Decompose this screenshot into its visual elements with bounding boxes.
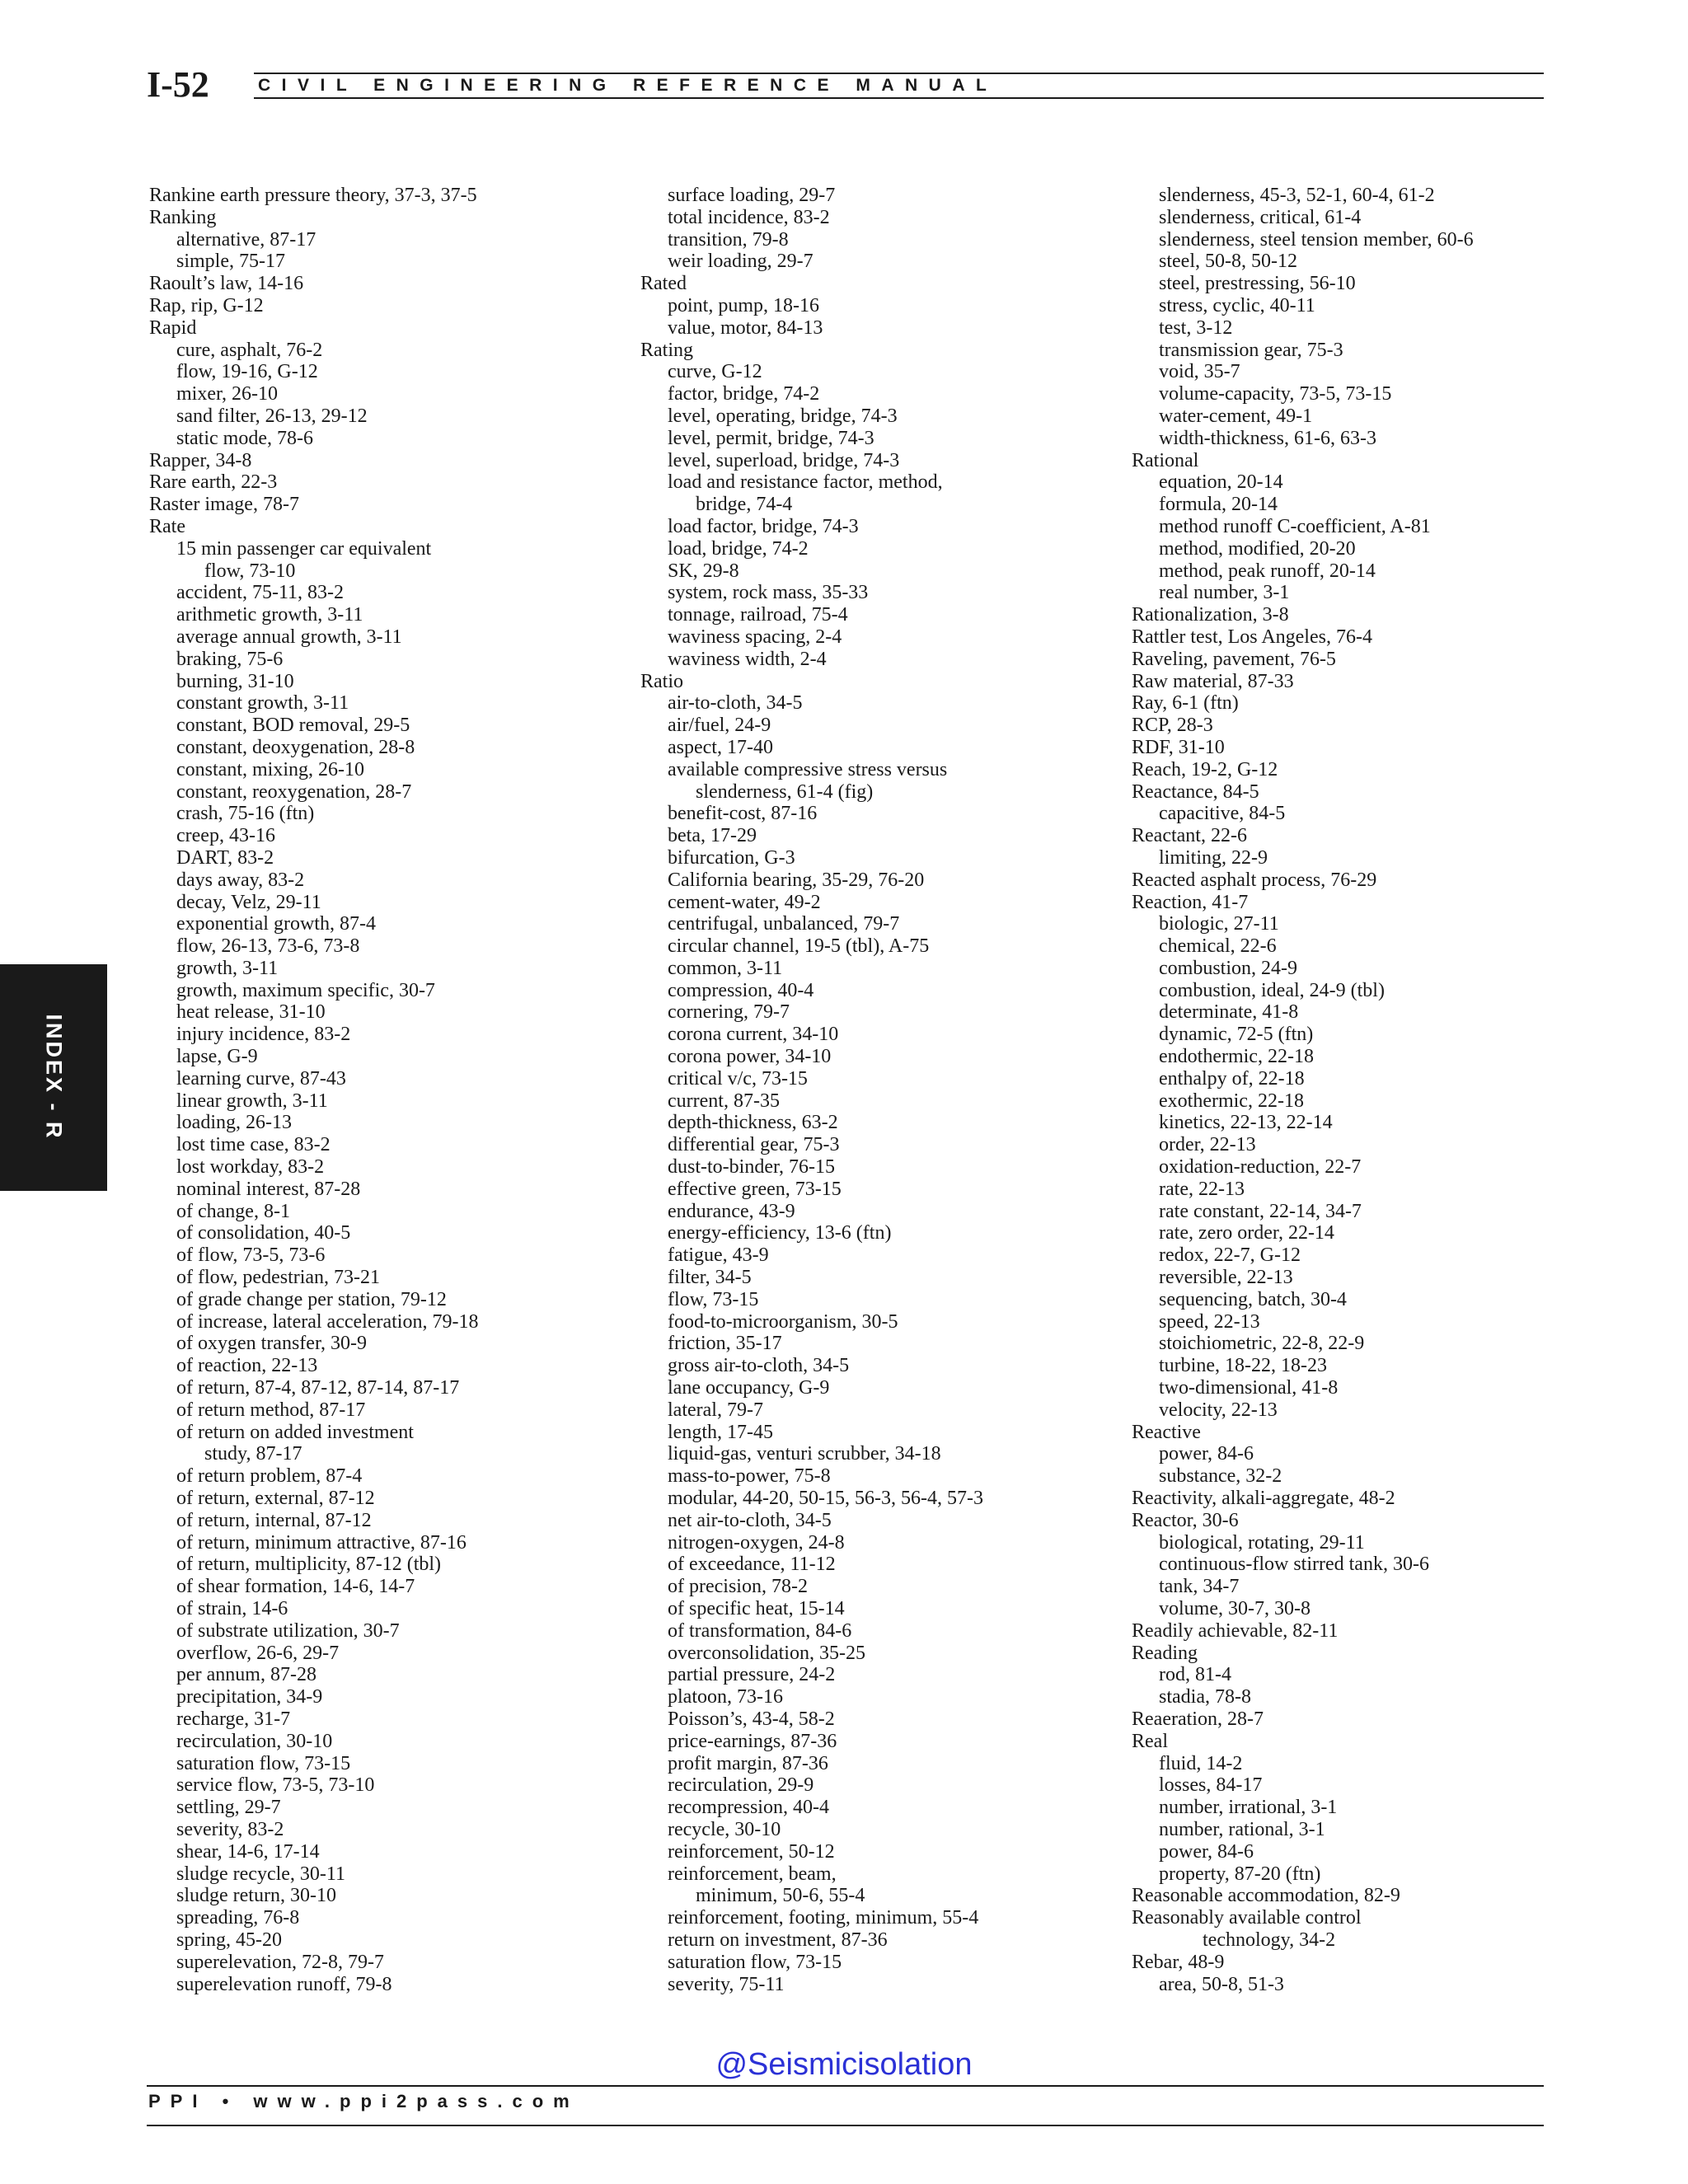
index-entry: property, 87-20 (ftn) [1159,1863,1321,1885]
index-entry: severity, 75-11 [668,1973,785,1995]
index-entry: formula, 20-14 [1159,494,1278,516]
index-entry: critical v/c, 73-15 [668,1067,808,1090]
index-entry: mass-to-power, 75-8 [668,1465,831,1488]
index-entry: of return, internal, 87-12 [176,1509,372,1531]
index-entry: of reaction, 22-13 [176,1355,318,1377]
index-entry: static mode, 78-6 [176,427,313,449]
index-entry: reversible, 22-13 [1159,1267,1293,1289]
index-entry: braking, 75-6 [176,648,284,670]
index-entry: system, rock mass, 35-33 [668,582,869,604]
index-entry: creep, 43-16 [176,825,275,847]
index-entry: Readily achievable, 82-11 [1132,1619,1339,1642]
index-entry: aspect, 17-40 [668,736,773,758]
index-entry: recirculation, 30-10 [176,1730,333,1752]
index-entry: of grade change per station, 79-12 [176,1288,447,1310]
index-entry: flow, 26-13, 73-6, 73-8 [176,935,360,958]
index-entry: Reactivity, alkali-aggregate, 48-2 [1132,1488,1395,1510]
index-entry: Rare earth, 22-3 [149,471,278,494]
index-entry: growth, 3-11 [176,957,279,979]
index-entry: order, 22-13 [1159,1134,1256,1156]
header-rule-bottom [254,97,1544,99]
index-entry: average annual growth, 3-11 [176,626,402,648]
index-entry: corona current, 34-10 [668,1024,839,1046]
index-entry: spreading, 76-8 [176,1907,300,1929]
index-entry: water-cement, 49-1 [1159,405,1313,427]
index-entry: redox, 22-7, G-12 [1159,1244,1301,1267]
index-entry: profit margin, 87-36 [668,1752,828,1774]
index-entry: rod, 81-4 [1159,1664,1231,1686]
index-entry: bifurcation, G-3 [668,846,795,869]
index-entry: of increase, lateral acceleration, 79-18 [176,1310,479,1333]
index-entry: sand filter, 26-13, 29-12 [176,405,368,427]
index-entry: 15 min passenger car equivalent [176,537,432,560]
index-entry: continuous-flow stirred tank, 30-6 [1159,1554,1429,1576]
index-entry: modular, 44-20, 50-15, 56-3, 56-4, 57-3 [668,1488,983,1510]
index-column-3 [1132,185,1593,1995]
page-header [147,64,1544,105]
index-entry: SK, 29-8 [668,560,739,582]
index-entry: Ratio [640,670,683,692]
index-entry: price-earnings, 87-36 [668,1730,837,1752]
index-entry: of specific heat, 15-14 [668,1598,845,1619]
index-entry: surface loading, 29-7 [668,185,836,206]
index-entry: constant, reoxygenation, 28-7 [176,780,412,803]
index-entry: current, 87-35 [668,1090,780,1112]
index-entry: Rated [640,273,687,295]
footer-text: PPI • www.ppi2pass.com [148,2091,579,2111]
index-entry: volume, 30-7, 30-8 [1159,1598,1311,1619]
index-entry: study, 87-17 [204,1443,302,1465]
index-entry: Rattler test, Los Angeles, 76-4 [1132,626,1372,648]
index-entry: waviness width, 2-4 [668,648,827,670]
index-entry: alternative, 87-17 [176,228,316,251]
index-entry: per annum, 87-28 [176,1664,316,1686]
index-entry: lateral, 79-7 [668,1399,763,1421]
index-entry: load factor, bridge, 74-3 [668,515,859,537]
index-entry: rate, zero order, 22-14 [1159,1222,1334,1244]
index-entry: superelevation runoff, 79-8 [176,1973,392,1995]
manual-title: CIVIL ENGINEERING REFERENCE MANUAL [258,76,998,95]
index-entry: friction, 35-17 [668,1333,782,1355]
index-entry: severity, 83-2 [176,1818,284,1840]
index-entry: reinforcement, footing, minimum, 55-4 [668,1907,979,1929]
index-entry: of strain, 14-6 [176,1598,288,1619]
index-entry: Rate [149,515,185,537]
index-entry: California bearing, 35-29, 76-20 [668,869,925,891]
index-side-tab [0,964,107,1191]
index-entry: compression, 40-4 [668,979,814,1001]
footer-rule-top [147,2085,1544,2087]
index-entry: constant, deoxygenation, 28-8 [176,736,415,758]
watermark: @Seismicisolation [715,2047,973,2082]
index-entry: differential gear, 75-3 [668,1134,840,1156]
index-entry: Real [1132,1730,1168,1752]
index-entry: Poisson’s, 43-4, 58-2 [668,1708,835,1730]
index-entry: Raster image, 78-7 [149,494,299,516]
index-entry: biologic, 27-11 [1159,913,1279,935]
index-entry: decay, Velz, 29-11 [176,891,321,913]
index-entry: of return method, 87-17 [176,1399,366,1421]
index-entry: dynamic, 72-5 (ftn) [1159,1024,1314,1046]
index-entry: flow, 19-16, G-12 [176,361,318,383]
index-entry: slenderness, 45-3, 52-1, 60-4, 61-2 [1159,185,1435,206]
index-entry: growth, maximum specific, 30-7 [176,979,435,1001]
index-entry: Reaction, 41-7 [1132,891,1249,913]
index-entry: point, pump, 18-16 [668,294,819,316]
index-entry: number, irrational, 3-1 [1159,1797,1338,1819]
index-entry: flow, 73-15 [668,1288,759,1310]
index-entry: Rapper, 34-8 [149,449,252,471]
index-entry: RCP, 28-3 [1132,715,1213,737]
index-entry: of flow, 73-5, 73-6 [176,1244,326,1267]
index-entry: method, modified, 20-20 [1159,537,1356,560]
index-entry: reinforcement, 50-12 [668,1840,835,1863]
index-entry: substance, 32-2 [1159,1465,1282,1488]
index-entry: of return, external, 87-12 [176,1488,375,1510]
index-entry: overconsolidation, 35-25 [668,1642,865,1664]
index-entry: tonnage, railroad, 75-4 [668,604,848,626]
index-entry: depth-thickness, 63-2 [668,1112,838,1134]
index-entry: load, bridge, 74-2 [668,537,809,560]
index-entry: Raveling, pavement, 76-5 [1132,648,1336,670]
index-entry: recirculation, 29-9 [668,1774,814,1797]
index-entry: level, superload, bridge, 74-3 [668,449,900,471]
index-entry: net air-to-cloth, 34-5 [668,1509,832,1531]
index-entry: turbine, 18-22, 18-23 [1159,1355,1327,1377]
index-entry: linear growth, 3-11 [176,1090,328,1112]
index-entry: DART, 83-2 [176,846,274,869]
index-entry: power, 84-6 [1159,1443,1254,1465]
index-entry: sludge return, 30-10 [176,1885,336,1907]
index-entry: exponential growth, 87-4 [176,913,376,935]
index-entry: equation, 20-14 [1159,471,1283,494]
index-entry: crash, 75-16 (ftn) [176,803,315,825]
index-entry: method runoff C-coefficient, A-81 [1159,515,1431,537]
index-entry: losses, 84-17 [1159,1774,1263,1797]
index-entry: food-to-microorganism, 30-5 [668,1310,898,1333]
index-entry: of shear formation, 14-6, 14-7 [176,1576,415,1598]
index-entry: Reasonably available control [1132,1907,1362,1929]
index-entry: available compressive stress versus [668,758,948,780]
index-entry: two-dimensional, 41-8 [1159,1377,1339,1399]
index-entry: real number, 3-1 [1159,582,1290,604]
index-column-1 [149,185,611,1995]
index-entry: level, permit, bridge, 74-3 [668,427,874,449]
index-entry: spring, 45-20 [176,1929,282,1951]
index-entry: bridge, 74-4 [696,494,793,516]
side-tab-label: INDEX - R [41,1014,67,1141]
index-entry: common, 3-11 [668,957,783,979]
index-entry: length, 17-45 [668,1421,773,1443]
index-entry: Reacted asphalt process, 76-29 [1132,869,1377,891]
index-entry: liquid-gas, venturi scrubber, 34-18 [668,1443,941,1465]
index-entry: of substrate utilization, 30-7 [176,1619,400,1642]
index-entry: rate, 22-13 [1159,1178,1245,1200]
index-entry: steel, prestressing, 56-10 [1159,273,1356,295]
index-entry: biological, rotating, 29-11 [1159,1531,1365,1554]
index-entry: reinforcement, beam, [668,1863,837,1885]
index-entry: overflow, 26-6, 29-7 [176,1642,340,1664]
index-entry: gross air-to-cloth, 34-5 [668,1355,850,1377]
index-entry: mixer, 26-10 [176,383,279,405]
index-entry: weir loading, 29-7 [668,251,814,273]
index-entry: oxidation-reduction, 22-7 [1159,1156,1362,1179]
index-entry: Rankine earth pressure theory, 37-3, 37-5 [149,185,477,206]
index-entry: of change, 8-1 [176,1200,290,1222]
index-entry: chemical, 22-6 [1159,935,1277,958]
index-entry: speed, 22-13 [1159,1310,1260,1333]
index-entry: nitrogen-oxygen, 24-8 [668,1531,845,1554]
index-entry: exothermic, 22-18 [1159,1090,1304,1112]
index-entry: partial pressure, 24-2 [668,1664,836,1686]
index-entry: kinetics, 22-13, 22-14 [1159,1112,1333,1134]
index-entry: recompression, 40-4 [668,1797,829,1819]
index-entry: of precision, 78-2 [668,1576,808,1598]
index-entry: Reach, 19-2, G-12 [1132,758,1278,780]
index-entry: value, motor, 84-13 [668,316,823,339]
index-entry: saturation flow, 73-15 [668,1951,842,1973]
index-entry: lost time case, 83-2 [176,1134,331,1156]
index-entry: load and resistance factor, method, [668,471,943,494]
index-entry: centrifugal, unbalanced, 79-7 [668,913,900,935]
index-entry: Reactor, 30-6 [1132,1509,1239,1531]
index-entry: minimum, 50-6, 55-4 [696,1885,865,1907]
index-entry: Rebar, 48-9 [1132,1951,1225,1973]
index-entry: shear, 14-6, 17-14 [176,1840,320,1863]
index-entry: constant growth, 3-11 [176,692,349,715]
index-entry: saturation flow, 73-15 [176,1752,351,1774]
index-entry: endothermic, 22-18 [1159,1046,1314,1068]
index-entry: Ranking [149,206,217,228]
index-entry: of return, minimum attractive, 87-16 [176,1531,467,1554]
index-entry: constant, BOD removal, 29-5 [176,715,410,737]
index-entry: Reactive [1132,1421,1201,1443]
index-entry: corona power, 34-10 [668,1046,832,1068]
index-entry: factor, bridge, 74-2 [668,383,820,405]
index-entry: slenderness, critical, 61-4 [1159,206,1362,228]
index-entry: Ray, 6-1 (ftn) [1132,692,1239,715]
index-entry: slenderness, steel tension member, 60-6 [1159,228,1474,251]
index-entry: Rapid [149,316,197,339]
index-entry: lost workday, 83-2 [176,1156,325,1179]
index-entry: beta, 17-29 [668,825,757,847]
index-entry: width-thickness, 61-6, 63-3 [1159,427,1376,449]
index-entry: days away, 83-2 [176,869,305,891]
index-entry: area, 50-8, 51-3 [1159,1973,1284,1995]
index-entry: slenderness, 61-4 (fig) [696,780,874,803]
index-entry: combustion, 24-9 [1159,957,1297,979]
index-entry: volume-capacity, 73-5, 73-15 [1159,383,1392,405]
index-entry: steel, 50-8, 50-12 [1159,251,1297,273]
index-entry: technology, 34-2 [1203,1929,1336,1951]
index-entry: transition, 79-8 [668,228,789,251]
index-entry: total incidence, 83-2 [668,206,830,228]
index-entry: Rationalization, 3-8 [1132,604,1289,626]
index-entry: fatigue, 43-9 [668,1244,769,1267]
index-entry: Reactance, 84-5 [1132,780,1259,803]
index-entry: of return, 87-4, 87-12, 87-14, 87-17 [176,1377,460,1399]
index-entry: Rating [640,339,693,361]
index-entry: nominal interest, 87-28 [176,1178,361,1200]
index-entry: Raoult’s law, 14-16 [149,273,304,295]
index-entry: return on investment, 87-36 [668,1929,888,1951]
index-entry: enthalpy of, 22-18 [1159,1067,1305,1090]
index-entry: benefit-cost, 87-16 [668,803,818,825]
index-entry: flow, 73-10 [204,560,296,582]
index-entry: of oxygen transfer, 30-9 [176,1333,367,1355]
index-entry: Reading [1132,1642,1198,1664]
index-entry: sludge recycle, 30-11 [176,1863,346,1885]
index-entry: transmission gear, 75-3 [1159,339,1343,361]
index-entry: air/fuel, 24-9 [668,715,771,737]
index-entry: combustion, ideal, 24-9 (tbl) [1159,979,1385,1001]
index-entry: cure, asphalt, 76-2 [176,339,323,361]
index-entry: fluid, 14-2 [1159,1752,1243,1774]
index-entry: velocity, 22-13 [1159,1399,1278,1421]
index-entry: endurance, 43-9 [668,1200,795,1222]
index-entry: RDF, 31-10 [1132,736,1225,758]
index-entry: Raw material, 87-33 [1132,670,1294,692]
index-entry: Rap, rip, G-12 [149,294,264,316]
index-entry: sequencing, batch, 30-4 [1159,1288,1347,1310]
index-entry: test, 3-12 [1159,316,1233,339]
index-entry: simple, 75-17 [176,251,285,273]
index-entry: Reaeration, 28-7 [1132,1708,1264,1730]
index-entry: precipitation, 34-9 [176,1686,323,1708]
index-entry: air-to-cloth, 34-5 [668,692,803,715]
index-entry: stoichiometric, 22-8, 22-9 [1159,1333,1365,1355]
page-number: I-52 [147,64,209,105]
index-entry: of exceedance, 11-12 [668,1554,836,1576]
index-entry: of transformation, 84-6 [668,1619,852,1642]
index-entry: injury incidence, 83-2 [176,1024,351,1046]
index-entry: number, rational, 3-1 [1159,1818,1325,1840]
index-entry: arithmetic growth, 3-11 [176,604,363,626]
index-entry: Reactant, 22-6 [1132,825,1247,847]
index-entry: cement-water, 49-2 [668,891,821,913]
index-entry: constant, mixing, 26-10 [176,758,364,780]
index-entry: recycle, 30-10 [668,1818,781,1840]
index-entry: stadia, 78-8 [1159,1686,1251,1708]
index-entry: cornering, 79-7 [668,1001,790,1024]
index-entry: Rational [1132,449,1199,471]
index-entry: of return on added investment [176,1421,414,1443]
index-entry: energy-efficiency, 13-6 (ftn) [668,1222,892,1244]
index-entry: waviness spacing, 2-4 [668,626,842,648]
index-entry: service flow, 73-5, 73-10 [176,1774,375,1797]
footer-rule-bottom [147,2125,1544,2126]
index-entry: determinate, 41-8 [1159,1001,1299,1024]
index-entry: of return problem, 87-4 [176,1465,363,1488]
index-entry: effective green, 73-15 [668,1178,842,1200]
index-entry: burning, 31-10 [176,670,294,692]
index-entry: learning curve, 87-43 [176,1067,346,1090]
index-entry: accident, 75-11, 83-2 [176,582,345,604]
index-entry: loading, 26-13 [176,1112,292,1134]
index-entry: recharge, 31-7 [176,1708,291,1730]
index-entry: circular channel, 19-5 (tbl), A-75 [668,935,930,958]
index-entry: of flow, pedestrian, 73-21 [176,1267,381,1289]
index-entry: void, 35-7 [1159,361,1240,383]
index-entry: of return, multiplicity, 87-12 (tbl) [176,1554,442,1576]
index-entry: rate constant, 22-14, 34-7 [1159,1200,1362,1222]
index-entry: platoon, 73-16 [668,1686,783,1708]
index-column-2 [640,185,1102,1995]
index-entry: power, 84-6 [1159,1840,1254,1863]
index-entry: Reasonable accommodation, 82-9 [1132,1885,1400,1907]
index-entry: curve, G-12 [668,361,762,383]
index-entry: tank, 34-7 [1159,1576,1240,1598]
index-entry: method, peak runoff, 20-14 [1159,560,1376,582]
index-entry: superelevation, 72-8, 79-7 [176,1951,384,1973]
index-entry: of consolidation, 40-5 [176,1222,351,1244]
index-entry: heat release, 31-10 [176,1001,326,1024]
index-entry: capacitive, 84-5 [1159,803,1286,825]
index-entry: dust-to-binder, 76-15 [668,1156,836,1179]
index-entry: settling, 29-7 [176,1797,281,1819]
index-entry: filter, 34-5 [668,1267,752,1289]
index-entry: level, operating, bridge, 74-3 [668,405,898,427]
index-entry: limiting, 22-9 [1159,846,1268,869]
index-entry: stress, cyclic, 40-11 [1159,294,1315,316]
index-entry: lane occupancy, G-9 [668,1377,830,1399]
index-entry: lapse, G-9 [176,1046,258,1068]
